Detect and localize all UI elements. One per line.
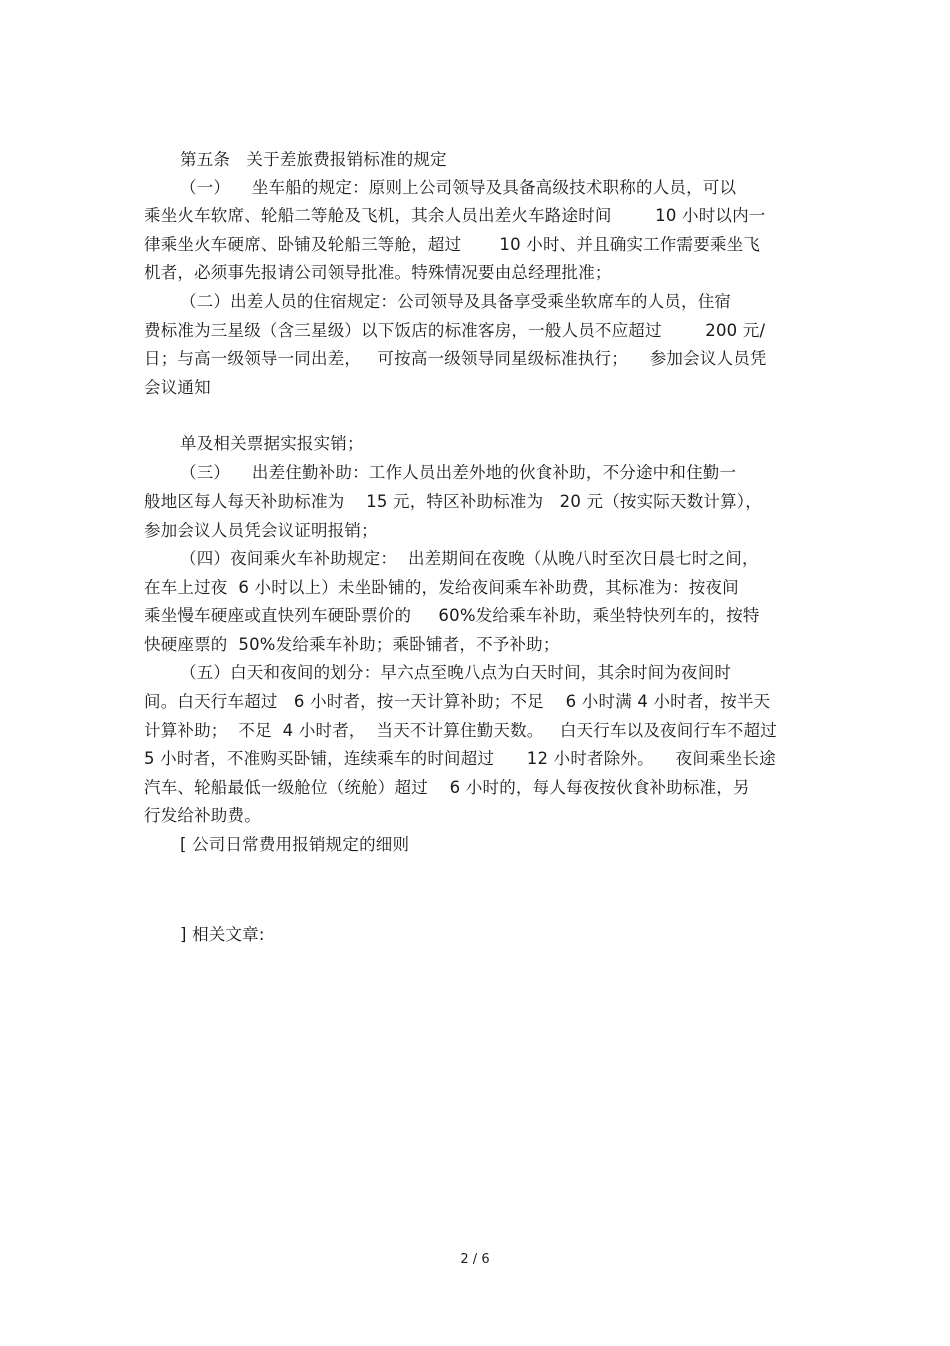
related-link-text: [ 公司日常费用报销规定的细则 — [180, 835, 410, 854]
text-line: 单及相关票据实报实销； — [180, 434, 364, 453]
text-line: 计算补助； 不足 4 小时者， 当天不计算住勤天数。 白天行车以及夜间行车不超过 — [144, 721, 777, 740]
text-line: （二）出差人员的住宿规定：公司领导及具备享受乘坐软席车的人员，住宿 — [180, 292, 732, 311]
page-number: 2 / 6 — [460, 1252, 490, 1267]
text-line: （三） 出差住勤补助：工作人员出差外地的伙食补助，不分途中和住勤一 — [180, 463, 737, 482]
text-line: 机者，必须事先报请公司领导批准。特殊情况要由总经理批准； — [144, 263, 612, 282]
text-line: （四）夜间乘火车补助规定： 出差期间在夜晚（从晚八时至次日晨七时之间， — [180, 549, 759, 568]
text-line: （五）白天和夜间的划分：早六点至晚八点为白天时间，其余时间为夜间时 — [180, 663, 732, 682]
text-line: 般地区每人每天补助标准为 15 元，特区补助标准为 20 元（按实际天数计算）， — [144, 492, 762, 511]
related-articles-label: ] 相关文章: — [180, 925, 265, 944]
text-line: 汽车、轮船最低一级舱位（统舱）超过 6 小时的，每人每夜按伙食补助标准，另 — [144, 778, 750, 797]
text-line: 参加会议人员凭会议证明报销； — [144, 521, 378, 540]
text-line: 间。白天行车超过 6 小时者，按一天计算补助；不足 6 小时满 4 小时者，按半天 — [144, 692, 771, 711]
text-line: 律乘坐火车硬席、卧铺及轮船三等舱，超过 10 小时、并且确实工作需要乘坐飞 — [144, 235, 761, 254]
text-line: （一） 坐车船的规定：原则上公司领导及具备高级技术职称的人员，可以 — [180, 178, 737, 197]
text-line: 会议通知 — [144, 378, 211, 397]
text-line: 乘坐火车软席、轮船二等舱及飞机，其余人员出差火车路途时间 10 小时以内一 — [144, 206, 766, 225]
text-line: 5 小时者，不准购买卧铺，连续乘车的时间超过 12 小时者除外。 夜间乘坐长途 — [144, 749, 776, 768]
text-line: 费标准为三星级（含三星级）以下饭店的标准客房，一般人员不应超过 200 元/ — [144, 321, 766, 340]
section-title: 第五条 关于差旅费报销标准的规定 — [180, 150, 447, 169]
text-line: 日；与高一级领导一同出差， 可按高一级领导同星级标准执行； 参加会议人员凭 — [144, 349, 767, 368]
text-line: 快硬座票的 50%发给乘车补助；乘卧铺者，不予补助； — [144, 635, 560, 654]
text-line: 乘坐慢车硬座或直快列车硬卧票价的 60%发给乘车补助，乘坐特快列车的，按特 — [144, 606, 760, 625]
text-line: 在车上过夜 6 小时以上）未坐卧铺的，发给夜间乘车补助费，其标准为：按夜间 — [144, 578, 739, 597]
text-line: 行发给补助费。 — [144, 806, 261, 825]
